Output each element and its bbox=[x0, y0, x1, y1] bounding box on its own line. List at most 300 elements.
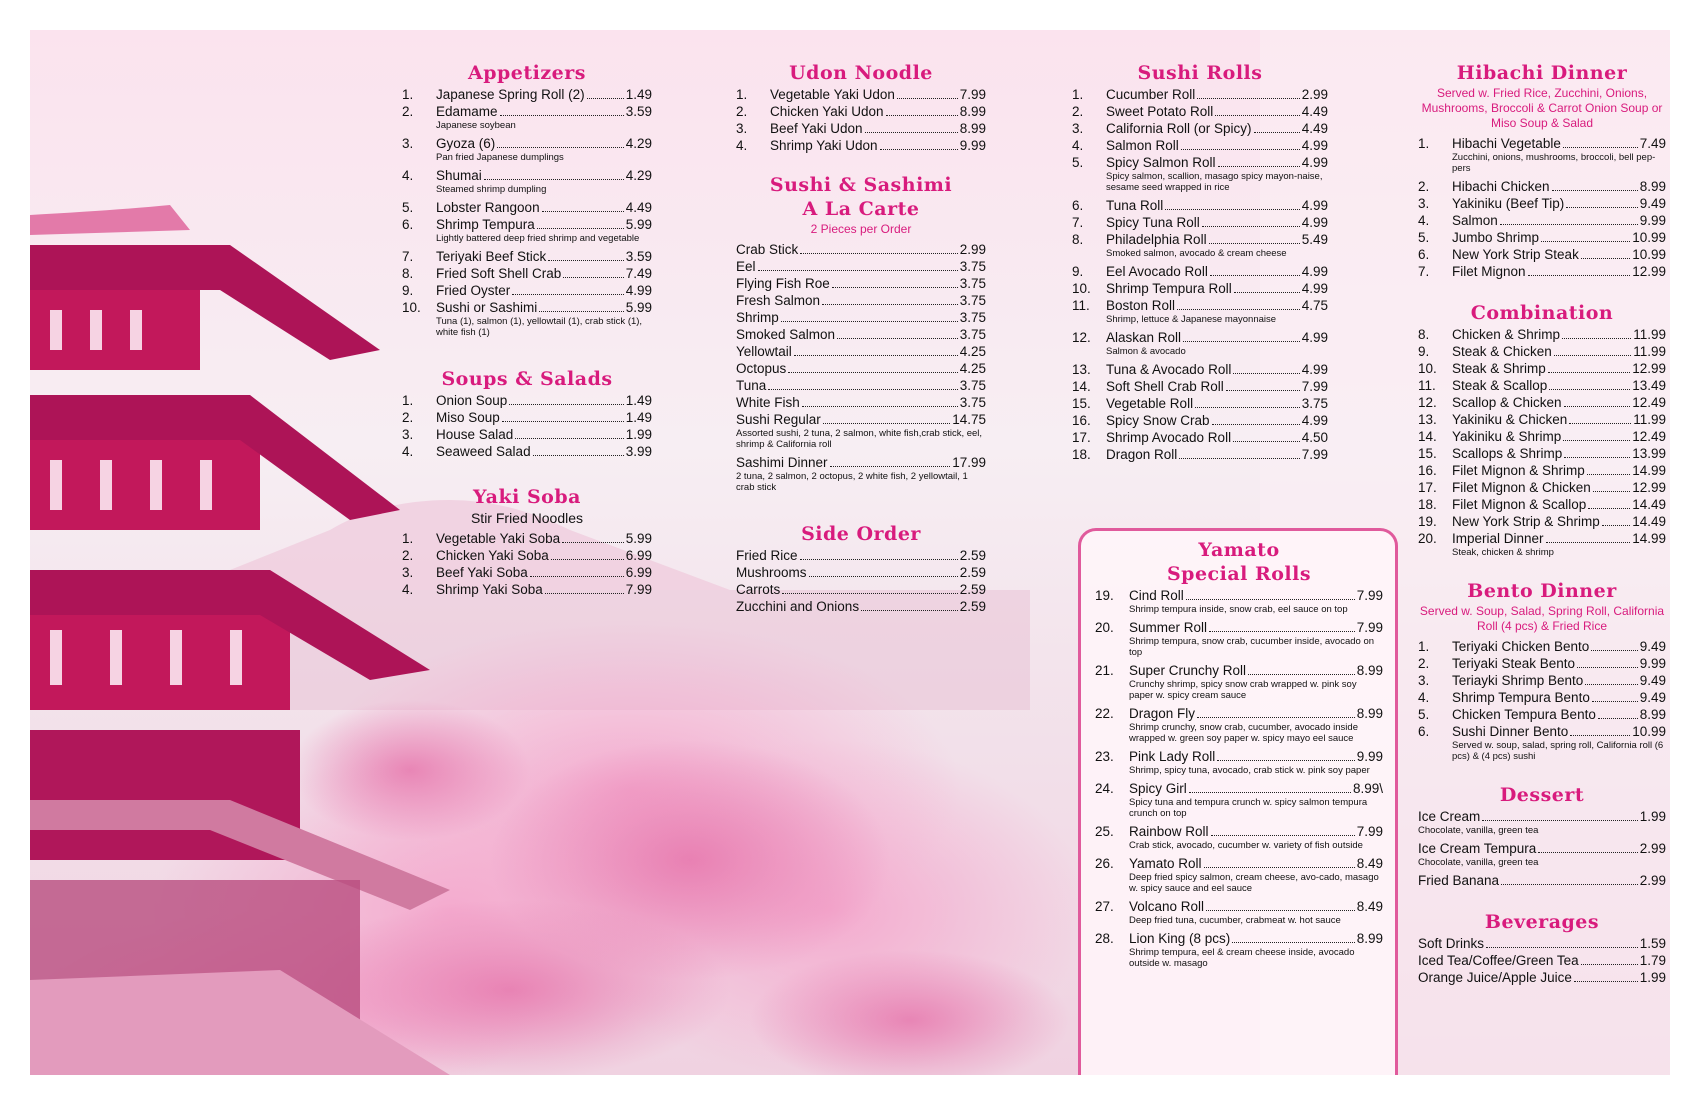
item-name: Shrimp Tempura bbox=[436, 217, 535, 232]
menu-item bbox=[1418, 263, 1666, 280]
menu-item bbox=[402, 265, 652, 282]
hibachi-title: Hibachi Dinner bbox=[1456, 62, 1628, 84]
item-name: Summer Roll bbox=[1129, 620, 1208, 635]
dot-leader bbox=[758, 270, 958, 271]
item-price: 1.99 bbox=[625, 427, 652, 442]
item-number: 14. bbox=[1072, 379, 1091, 394]
item-name: Tuna bbox=[736, 378, 767, 393]
item-name: Cind Roll bbox=[1129, 588, 1184, 603]
item-price: 14.49 bbox=[1632, 514, 1666, 529]
item-number: 6. bbox=[1072, 198, 1084, 213]
menu-item bbox=[1418, 411, 1666, 428]
dot-leader bbox=[1563, 440, 1630, 441]
yamato-title-line1: Yamato bbox=[1198, 539, 1280, 561]
item-name: Yellowtail bbox=[736, 344, 792, 359]
dot-leader bbox=[837, 338, 958, 339]
item-name: Flying Fish Roe bbox=[736, 276, 830, 291]
item-description: Smoked salmon, avocado & cream cheese bbox=[1106, 248, 1287, 259]
dot-leader bbox=[1587, 474, 1630, 475]
item-description: Pan fried Japanese dumplings bbox=[436, 152, 564, 163]
soups-section bbox=[402, 368, 652, 460]
item-description: Deep fried spicy salmon, cream cheese, avo-cado, masago w. spicy sauce and eel sauce bbox=[1129, 872, 1379, 894]
beverages-title: Beverages bbox=[1484, 911, 1600, 933]
item-price: 2.99 bbox=[1301, 87, 1328, 102]
item-name: Onion Soup bbox=[436, 393, 508, 408]
dessert-title: Dessert bbox=[1499, 784, 1585, 806]
menu-item bbox=[736, 258, 986, 275]
sashimi-title-line2: A La Carte bbox=[802, 198, 920, 220]
item-name: Shrimp Avocado Roll bbox=[1106, 430, 1232, 445]
item-number: 1. bbox=[402, 87, 414, 102]
item-number: 9. bbox=[1418, 344, 1430, 359]
item-name: Eel bbox=[736, 259, 756, 274]
udon-title: Udon Noodle bbox=[789, 62, 933, 84]
dot-leader bbox=[1186, 599, 1355, 600]
item-description: Deep fried tuna, cucumber, crabmeat w. hot sauce bbox=[1129, 915, 1341, 926]
menu-item bbox=[1072, 412, 1328, 429]
item-price: 14.99 bbox=[1632, 531, 1666, 546]
item-name: Yakiniku & Shrimp bbox=[1452, 429, 1562, 444]
yamato-title-line2: Special Rolls bbox=[1166, 563, 1312, 585]
item-name: Ice Cream bbox=[1418, 809, 1481, 824]
item-price: 6.99 bbox=[625, 548, 652, 563]
item-name: Teriyaki Beef Stick bbox=[436, 249, 547, 264]
menu-item bbox=[1072, 86, 1328, 103]
item-name: Salmon Roll bbox=[1106, 138, 1179, 153]
item-name: Soft Shell Crab Roll bbox=[1106, 379, 1224, 394]
menu-item bbox=[736, 326, 986, 343]
item-price: 4.99 bbox=[625, 283, 652, 298]
menu-item bbox=[1418, 195, 1666, 212]
menu-item bbox=[1418, 935, 1666, 952]
item-price: 1.79 bbox=[1639, 953, 1666, 968]
item-description: Japanese soybean bbox=[436, 120, 516, 131]
dot-leader bbox=[1217, 760, 1354, 761]
dot-leader bbox=[1210, 275, 1300, 276]
item-price: 2.59 bbox=[959, 565, 986, 580]
item-number: 19. bbox=[1418, 514, 1437, 529]
sashimi-title-line1: Sushi & Sashimi bbox=[769, 174, 953, 196]
dot-leader bbox=[832, 287, 958, 288]
menu-item bbox=[402, 199, 652, 216]
item-name: Octopus bbox=[736, 361, 787, 376]
menu-item bbox=[1095, 705, 1383, 722]
item-price: 3.75 bbox=[959, 276, 986, 291]
item-number: 17. bbox=[1072, 430, 1091, 445]
item-price: 11.99 bbox=[1633, 327, 1666, 342]
item-price: 10.99 bbox=[1632, 724, 1666, 739]
menu-item bbox=[402, 282, 652, 299]
item-number: 2. bbox=[736, 104, 748, 119]
item-number: 15. bbox=[1072, 396, 1091, 411]
item-description: Spicy salmon, scallion, masago spicy mayon-naise, sesame seed wrapped in rice bbox=[1106, 171, 1323, 193]
item-name: California Roll (or Spicy) bbox=[1106, 121, 1252, 136]
dot-leader bbox=[1202, 226, 1300, 227]
item-price: 3.75 bbox=[1301, 396, 1328, 411]
dot-leader bbox=[484, 179, 624, 180]
dot-leader bbox=[1566, 207, 1637, 208]
item-name: Fried Rice bbox=[736, 548, 798, 563]
menu-item bbox=[736, 360, 986, 377]
item-number: 10. bbox=[1072, 281, 1091, 296]
item-price: 8.99 bbox=[959, 104, 986, 119]
item-price: 3.59 bbox=[625, 104, 652, 119]
item-price: 4.29 bbox=[625, 136, 652, 151]
combination-section bbox=[1418, 302, 1666, 558]
dot-leader bbox=[500, 115, 624, 116]
menu-item bbox=[1072, 429, 1328, 446]
item-price: 4.25 bbox=[959, 344, 986, 359]
menu-item bbox=[1418, 445, 1666, 462]
item-number: 22. bbox=[1095, 706, 1114, 721]
item-number: 15. bbox=[1418, 446, 1437, 461]
column-2 bbox=[736, 62, 986, 633]
dot-leader bbox=[800, 559, 958, 560]
item-number: 8. bbox=[1418, 327, 1430, 342]
item-name: Alaskan Roll bbox=[1106, 330, 1182, 345]
dot-leader bbox=[1581, 964, 1638, 965]
item-name: Lobster Rangoon bbox=[436, 200, 540, 215]
item-price: 5.99 bbox=[625, 531, 652, 546]
item-price: 10.99 bbox=[1632, 230, 1666, 245]
item-name: Iced Tea/Coffee/Green Tea bbox=[1418, 953, 1579, 968]
dot-leader bbox=[1215, 115, 1299, 116]
item-price: 9.99 bbox=[1639, 656, 1666, 671]
item-price: 4.99 bbox=[1301, 198, 1328, 213]
side-section bbox=[736, 523, 986, 615]
dot-leader bbox=[1179, 458, 1299, 459]
menu-item bbox=[402, 581, 652, 598]
item-price: 7.99 bbox=[1301, 379, 1328, 394]
item-price: 3.99 bbox=[625, 444, 652, 459]
item-number: 18. bbox=[1418, 497, 1437, 512]
item-name: Ice Cream Tempura bbox=[1418, 841, 1537, 856]
item-number: 3. bbox=[736, 121, 748, 136]
dot-leader bbox=[1569, 423, 1631, 424]
dot-leader bbox=[1564, 406, 1631, 407]
item-price: 12.49 bbox=[1632, 395, 1666, 410]
item-description: Shrimp tempura, eel & cream cheese inside, avocado outside w. masago bbox=[1129, 947, 1355, 969]
item-price: 4.99 bbox=[1301, 362, 1328, 377]
dot-leader bbox=[539, 311, 623, 312]
item-number: 27. bbox=[1095, 899, 1114, 914]
item-price: 12.99 bbox=[1632, 264, 1666, 279]
item-number: 18. bbox=[1072, 447, 1091, 462]
menu-item bbox=[1072, 120, 1328, 137]
menu-item bbox=[402, 443, 652, 460]
dot-leader bbox=[542, 211, 624, 212]
menu-item bbox=[402, 103, 652, 120]
item-price: 2.59 bbox=[959, 548, 986, 563]
item-name: Lion King (8 pcs) bbox=[1129, 931, 1231, 946]
item-price: 9.49 bbox=[1639, 639, 1666, 654]
dot-leader bbox=[1218, 166, 1300, 167]
menu-item bbox=[1072, 280, 1328, 297]
item-number: 5. bbox=[402, 200, 414, 215]
item-price: 4.49 bbox=[1301, 121, 1328, 136]
dot-leader bbox=[1593, 491, 1630, 492]
item-number: 4. bbox=[1418, 690, 1430, 705]
dot-leader bbox=[1165, 209, 1299, 210]
item-name: Smoked Salmon bbox=[736, 327, 836, 342]
item-name: Filet Mignon bbox=[1452, 264, 1526, 279]
item-description: Salmon & avocado bbox=[1106, 346, 1186, 357]
dot-leader bbox=[800, 253, 957, 254]
dot-leader bbox=[886, 115, 958, 116]
item-number: 5. bbox=[1072, 155, 1084, 170]
bento-section bbox=[1418, 580, 1666, 762]
sushirolls-section bbox=[1072, 62, 1328, 463]
bento-subtitle: Served w. Soup, Salad, Spring Roll, California Roll (4 pcs) & Fried Rice bbox=[1419, 604, 1665, 633]
menu-item bbox=[1418, 462, 1666, 479]
item-number: 2. bbox=[1418, 656, 1430, 671]
dot-leader bbox=[788, 372, 957, 373]
menu-item bbox=[1095, 587, 1383, 604]
dot-leader bbox=[1206, 910, 1355, 911]
item-name: Tuna Roll bbox=[1106, 198, 1164, 213]
dot-leader bbox=[1204, 867, 1355, 868]
item-description: Assorted sushi, 2 tuna, 2 salmon, white fish,crab stick, eel, shrimp & California roll bbox=[736, 428, 983, 450]
item-name: Spicy Girl bbox=[1129, 781, 1187, 796]
menu-item bbox=[1418, 723, 1666, 740]
item-number: 4. bbox=[736, 138, 748, 153]
item-description: Shrimp crunchy, snow crab, cucumber, avocado inside wrapped w. green soy paper w. spicy mayo eel sauce bbox=[1129, 722, 1358, 744]
menu-item bbox=[402, 216, 652, 233]
dot-leader bbox=[1602, 525, 1630, 526]
menu-item bbox=[736, 241, 986, 258]
dot-leader bbox=[530, 576, 624, 577]
dot-leader bbox=[1177, 309, 1300, 310]
item-name: Fresh Salmon bbox=[736, 293, 821, 308]
item-price: 1.99 bbox=[1639, 970, 1666, 985]
item-description: Served w. soup, salad, spring roll, California roll (6 pcs) & (4 pcs) sushi bbox=[1452, 740, 1664, 762]
item-price: 4.99 bbox=[1301, 138, 1328, 153]
item-price: 9.49 bbox=[1639, 196, 1666, 211]
dot-leader bbox=[1254, 132, 1300, 133]
item-price: 4.25 bbox=[959, 361, 986, 376]
item-number: 4. bbox=[402, 168, 414, 183]
menu-item bbox=[402, 135, 652, 152]
item-number: 16. bbox=[1072, 413, 1091, 428]
item-price: 3.75 bbox=[959, 259, 986, 274]
menu-item bbox=[1095, 898, 1383, 915]
dot-leader bbox=[1577, 667, 1638, 668]
item-number: 20. bbox=[1095, 620, 1114, 635]
item-name: Miso Soup bbox=[436, 410, 500, 425]
item-number: 12. bbox=[1418, 395, 1437, 410]
menu-item bbox=[402, 409, 652, 426]
item-name: Beef Yaki Soba bbox=[436, 565, 528, 580]
menu-item bbox=[1095, 823, 1383, 840]
dot-leader bbox=[1486, 947, 1638, 948]
item-description: Shrimp, spicy tuna, avocado, crab stick w. pink soy paper bbox=[1129, 765, 1370, 776]
item-price: 8.99\ bbox=[1352, 781, 1383, 796]
item-price: 11.99 bbox=[1633, 412, 1666, 427]
menu-item bbox=[736, 598, 986, 615]
dot-leader bbox=[1563, 147, 1638, 148]
item-name: Rainbow Roll bbox=[1129, 824, 1209, 839]
item-description: Chocolate, vanilla, green tea bbox=[1418, 825, 1539, 836]
item-number: 3. bbox=[402, 427, 414, 442]
dot-leader bbox=[563, 277, 623, 278]
item-number: 11. bbox=[1418, 378, 1436, 393]
menu-item bbox=[1418, 496, 1666, 513]
item-number: 4. bbox=[402, 582, 414, 597]
item-description: Chocolate, vanilla, green tea bbox=[1418, 857, 1539, 868]
dot-leader bbox=[768, 389, 957, 390]
item-number: 2. bbox=[1418, 179, 1430, 194]
item-price: 8.49 bbox=[1356, 899, 1383, 914]
item-name: New York Strip & Shrimp bbox=[1452, 514, 1600, 529]
item-name: Steak & Chicken bbox=[1452, 344, 1552, 359]
menu-item bbox=[1072, 154, 1328, 171]
menu-item bbox=[1418, 638, 1666, 655]
item-name: Yakiniku & Chicken bbox=[1452, 412, 1568, 427]
item-name: Steak & Shrimp bbox=[1452, 361, 1546, 376]
item-name: Soft Drinks bbox=[1418, 936, 1485, 951]
item-price: 4.49 bbox=[1301, 104, 1328, 119]
item-name: Mushrooms bbox=[736, 565, 807, 580]
item-price: 4.99 bbox=[1301, 264, 1328, 279]
yamato-special-box bbox=[1078, 528, 1398, 1075]
item-number: 2. bbox=[402, 410, 414, 425]
item-description: Steamed shrimp dumpling bbox=[436, 184, 547, 195]
menu-item bbox=[1072, 231, 1328, 248]
item-description: Crunchy shrimp, spicy snow crab wrapped w. pink soy paper w. spicy cream sauce bbox=[1129, 679, 1357, 701]
item-price: 13.49 bbox=[1632, 378, 1666, 393]
dot-leader bbox=[781, 321, 958, 322]
yamato-section bbox=[1095, 539, 1383, 969]
item-price: 3.75 bbox=[959, 378, 986, 393]
item-price: 2.99 bbox=[959, 242, 986, 257]
item-price: 5.99 bbox=[625, 300, 652, 315]
dot-leader bbox=[1581, 258, 1630, 259]
menu-item bbox=[1418, 672, 1666, 689]
item-price: 8.99 bbox=[959, 121, 986, 136]
dot-leader bbox=[1549, 389, 1630, 390]
item-number: 3. bbox=[402, 136, 414, 151]
menu-item bbox=[1072, 137, 1328, 154]
menu-item bbox=[736, 137, 986, 154]
yakisoba-title: Yaki Soba bbox=[473, 486, 581, 508]
item-name: Scallop & Chicken bbox=[1452, 395, 1562, 410]
item-price: 7.99 bbox=[1356, 824, 1383, 839]
menu-item bbox=[1418, 513, 1666, 530]
sashimi-subtitle: 2 Pieces per Order bbox=[810, 222, 912, 236]
sushirolls-title: Sushi Rolls bbox=[1137, 62, 1263, 84]
dot-leader bbox=[502, 421, 624, 422]
item-price: 4.99 bbox=[1301, 330, 1328, 345]
item-number: 5. bbox=[1418, 707, 1430, 722]
item-name: Beef Yaki Udon bbox=[770, 121, 863, 136]
menu-item bbox=[402, 392, 652, 409]
item-name: Shrimp bbox=[736, 310, 779, 325]
item-price: 2.59 bbox=[959, 582, 986, 597]
item-number: 8. bbox=[1072, 232, 1084, 247]
dessert-section bbox=[1418, 784, 1666, 889]
dot-leader bbox=[551, 559, 624, 560]
menu-item bbox=[736, 309, 986, 326]
dot-leader bbox=[545, 593, 624, 594]
item-price: 17.99 bbox=[952, 455, 986, 470]
dot-leader bbox=[822, 304, 958, 305]
item-price: 6.99 bbox=[625, 565, 652, 580]
item-price: 7.49 bbox=[625, 266, 652, 281]
dot-leader bbox=[1209, 631, 1355, 632]
dot-leader bbox=[512, 294, 623, 295]
dot-leader bbox=[1554, 355, 1631, 356]
item-price: 1.49 bbox=[625, 410, 652, 425]
item-price: 1.99 bbox=[1639, 809, 1666, 824]
menu-item bbox=[1418, 706, 1666, 723]
item-name: Vegetable Roll bbox=[1106, 396, 1194, 411]
item-number: 1. bbox=[1072, 87, 1084, 102]
item-price: 4.99 bbox=[1301, 413, 1328, 428]
item-price: 7.99 bbox=[625, 582, 652, 597]
item-price: 9.49 bbox=[1639, 690, 1666, 705]
dot-leader bbox=[537, 228, 624, 229]
menu-item bbox=[1418, 689, 1666, 706]
item-price: 3.75 bbox=[959, 395, 986, 410]
dot-leader bbox=[1501, 884, 1638, 885]
item-price: 12.99 bbox=[1632, 480, 1666, 495]
item-name: Spicy Salmon Roll bbox=[1106, 155, 1216, 170]
item-number: 6. bbox=[1418, 724, 1430, 739]
item-name: Volcano Roll bbox=[1129, 899, 1205, 914]
dot-leader bbox=[548, 260, 623, 261]
dot-leader bbox=[1546, 542, 1631, 543]
item-price: 4.50 bbox=[1301, 430, 1328, 445]
item-name: Shrimp Yaki Udon bbox=[770, 138, 878, 153]
menu-item bbox=[402, 547, 652, 564]
item-name: Hibachi Chicken bbox=[1452, 179, 1550, 194]
menu-item bbox=[736, 86, 986, 103]
item-number: 12. bbox=[1072, 330, 1091, 345]
item-number: 1. bbox=[402, 531, 414, 546]
item-name: Jumbo Shrimp bbox=[1452, 230, 1540, 245]
item-price: 4.75 bbox=[1301, 298, 1328, 313]
item-name: Gyoza (6) bbox=[436, 136, 496, 151]
dot-leader bbox=[562, 542, 624, 543]
item-price: 8.99 bbox=[1639, 707, 1666, 722]
item-number: 9. bbox=[402, 283, 414, 298]
menu-item bbox=[736, 377, 986, 394]
dot-leader bbox=[1564, 457, 1630, 458]
item-price: 2.99 bbox=[1639, 873, 1666, 888]
item-name: Eel Avocado Roll bbox=[1106, 264, 1208, 279]
dot-leader bbox=[1591, 650, 1637, 651]
menu-item bbox=[402, 248, 652, 265]
item-price: 14.49 bbox=[1632, 497, 1666, 512]
item-name: Cucumber Roll bbox=[1106, 87, 1196, 102]
menu-item bbox=[1418, 969, 1666, 986]
dot-leader bbox=[1552, 190, 1638, 191]
item-price: 2.59 bbox=[959, 599, 986, 614]
column-3 bbox=[1072, 62, 1328, 481]
item-price: 4.49 bbox=[625, 200, 652, 215]
item-number: 26. bbox=[1095, 856, 1114, 871]
item-number: 2. bbox=[402, 104, 414, 119]
item-number: 14. bbox=[1418, 429, 1437, 444]
item-number: 25. bbox=[1095, 824, 1114, 839]
item-number: 10. bbox=[402, 300, 421, 315]
menu-item bbox=[402, 426, 652, 443]
dot-leader bbox=[830, 466, 951, 467]
menu-item bbox=[1418, 377, 1666, 394]
menu-item bbox=[736, 103, 986, 120]
dot-leader bbox=[1195, 407, 1300, 408]
dot-leader bbox=[1232, 942, 1354, 943]
